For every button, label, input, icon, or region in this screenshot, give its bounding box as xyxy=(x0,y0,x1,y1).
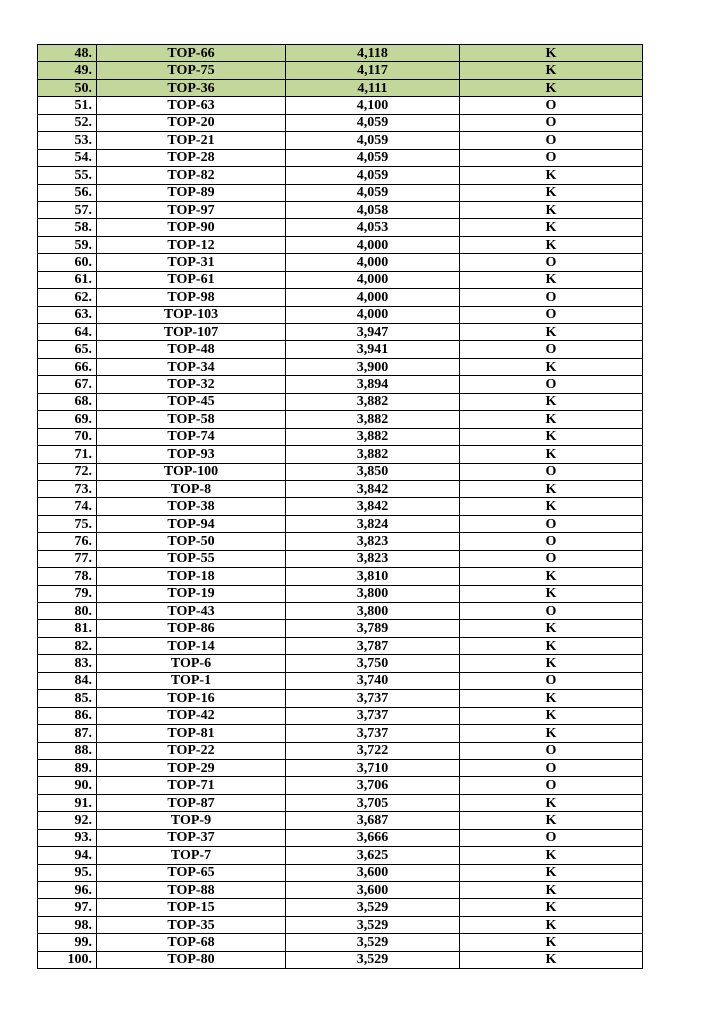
table-row-highlighted xyxy=(38,79,643,96)
code-cell: TOP-80 xyxy=(97,951,286,968)
code-cell: TOP-22 xyxy=(97,742,286,759)
table-row xyxy=(38,916,643,933)
rank-cell: 78. xyxy=(38,568,97,585)
grade-cell: K xyxy=(460,236,643,253)
table-row-highlighted xyxy=(38,62,643,79)
score-cell: 4,059 xyxy=(286,114,460,131)
code-cell: TOP-90 xyxy=(97,219,286,236)
score-cell: 3,666 xyxy=(286,829,460,846)
score-cell: 3,787 xyxy=(286,637,460,654)
rank-cell: 79. xyxy=(38,585,97,602)
code-cell: TOP-45 xyxy=(97,393,286,410)
grade-cell: K xyxy=(460,428,643,445)
rank-cell: 56. xyxy=(38,184,97,201)
rank-cell: 93. xyxy=(38,829,97,846)
grade-cell: K xyxy=(460,411,643,428)
code-cell: TOP-68 xyxy=(97,934,286,951)
rank-cell: 82. xyxy=(38,637,97,654)
code-cell: TOP-35 xyxy=(97,916,286,933)
rank-cell: 87. xyxy=(38,725,97,742)
score-cell: 3,882 xyxy=(286,411,460,428)
code-cell: TOP-12 xyxy=(97,236,286,253)
rank-cell: 51. xyxy=(38,97,97,114)
score-cell: 4,059 xyxy=(286,184,460,201)
score-cell: 3,600 xyxy=(286,864,460,881)
table-row xyxy=(38,219,643,236)
score-cell: 3,823 xyxy=(286,550,460,567)
rank-cell: 65. xyxy=(38,341,97,358)
code-cell: TOP-75 xyxy=(97,62,286,79)
grade-cell: K xyxy=(460,725,643,742)
rank-cell: 83. xyxy=(38,655,97,672)
rank-cell: 90. xyxy=(38,777,97,794)
score-cell: 3,706 xyxy=(286,777,460,794)
table-row xyxy=(38,463,643,480)
grade-cell: O xyxy=(460,672,643,689)
grade-cell: O xyxy=(460,114,643,131)
rank-cell: 80. xyxy=(38,603,97,620)
grade-cell: K xyxy=(460,620,643,637)
code-cell: TOP-42 xyxy=(97,707,286,724)
grade-cell: K xyxy=(460,690,643,707)
grade-cell: K xyxy=(460,480,643,497)
rank-cell: 81. xyxy=(38,620,97,637)
rank-cell: 66. xyxy=(38,358,97,375)
score-cell: 3,900 xyxy=(286,358,460,375)
rank-cell: 95. xyxy=(38,864,97,881)
table-row xyxy=(38,324,643,341)
score-cell: 3,529 xyxy=(286,934,460,951)
score-cell: 3,529 xyxy=(286,916,460,933)
code-cell: TOP-58 xyxy=(97,411,286,428)
table-row xyxy=(38,271,643,288)
table-row xyxy=(38,951,643,968)
table-row xyxy=(38,707,643,724)
table-row xyxy=(38,882,643,899)
grade-cell: O xyxy=(460,341,643,358)
table-row xyxy=(38,934,643,951)
rank-cell: 100. xyxy=(38,951,97,968)
code-cell: TOP-43 xyxy=(97,603,286,620)
grade-cell: K xyxy=(460,812,643,829)
score-cell: 4,000 xyxy=(286,271,460,288)
rank-cell: 98. xyxy=(38,916,97,933)
code-cell: TOP-100 xyxy=(97,463,286,480)
table-row xyxy=(38,114,643,131)
table-row xyxy=(38,899,643,916)
rank-cell: 85. xyxy=(38,690,97,707)
rank-cell: 92. xyxy=(38,812,97,829)
grade-cell: K xyxy=(460,79,643,96)
grade-cell: K xyxy=(460,324,643,341)
code-cell: TOP-71 xyxy=(97,777,286,794)
code-cell: TOP-89 xyxy=(97,184,286,201)
score-cell: 3,941 xyxy=(286,341,460,358)
score-cell: 3,740 xyxy=(286,672,460,689)
code-cell: TOP-34 xyxy=(97,358,286,375)
code-cell: TOP-61 xyxy=(97,271,286,288)
code-cell: TOP-14 xyxy=(97,637,286,654)
code-cell: TOP-55 xyxy=(97,550,286,567)
score-cell: 3,850 xyxy=(286,463,460,480)
code-cell: TOP-1 xyxy=(97,672,286,689)
ranking-table-body xyxy=(38,45,643,969)
grade-cell: O xyxy=(460,829,643,846)
rank-cell: 52. xyxy=(38,114,97,131)
rank-cell: 86. xyxy=(38,707,97,724)
rank-cell: 67. xyxy=(38,376,97,393)
score-cell: 3,823 xyxy=(286,533,460,550)
code-cell: TOP-66 xyxy=(97,45,286,62)
grade-cell: O xyxy=(460,97,643,114)
grade-cell: K xyxy=(460,498,643,515)
table-row xyxy=(38,864,643,881)
grade-cell: K xyxy=(460,864,643,881)
grade-cell: O xyxy=(460,742,643,759)
table-row xyxy=(38,533,643,550)
grade-cell: K xyxy=(460,568,643,585)
rank-cell: 54. xyxy=(38,149,97,166)
score-cell: 3,687 xyxy=(286,812,460,829)
score-cell: 3,529 xyxy=(286,899,460,916)
rank-cell: 74. xyxy=(38,498,97,515)
grade-cell: O xyxy=(460,254,643,271)
table-row xyxy=(38,777,643,794)
grade-cell: O xyxy=(460,149,643,166)
code-cell: TOP-48 xyxy=(97,341,286,358)
rank-cell: 57. xyxy=(38,201,97,218)
table-row xyxy=(38,254,643,271)
rank-cell: 55. xyxy=(38,167,97,184)
score-cell: 3,842 xyxy=(286,480,460,497)
code-cell: TOP-36 xyxy=(97,79,286,96)
code-cell: TOP-82 xyxy=(97,167,286,184)
rank-cell: 61. xyxy=(38,271,97,288)
code-cell: TOP-31 xyxy=(97,254,286,271)
grade-cell: O xyxy=(460,289,643,306)
rank-cell: 72. xyxy=(38,463,97,480)
table-row xyxy=(38,550,643,567)
code-cell: TOP-16 xyxy=(97,690,286,707)
grade-cell: O xyxy=(460,777,643,794)
grade-cell: K xyxy=(460,271,643,288)
score-cell: 4,000 xyxy=(286,289,460,306)
grade-cell: K xyxy=(460,393,643,410)
grade-cell: O xyxy=(460,515,643,532)
code-cell: TOP-74 xyxy=(97,428,286,445)
rank-cell: 91. xyxy=(38,794,97,811)
table-row xyxy=(38,184,643,201)
rank-cell: 53. xyxy=(38,132,97,149)
code-cell: TOP-63 xyxy=(97,97,286,114)
table-row xyxy=(38,132,643,149)
score-cell: 3,810 xyxy=(286,568,460,585)
score-cell: 3,789 xyxy=(286,620,460,637)
score-cell: 3,737 xyxy=(286,690,460,707)
table-row xyxy=(38,411,643,428)
rank-cell: 99. xyxy=(38,934,97,951)
score-cell: 4,058 xyxy=(286,201,460,218)
grade-cell: O xyxy=(460,463,643,480)
table-row xyxy=(38,637,643,654)
grade-cell: O xyxy=(460,132,643,149)
table-row xyxy=(38,149,643,166)
grade-cell: K xyxy=(460,847,643,864)
code-cell: TOP-21 xyxy=(97,132,286,149)
table-row xyxy=(38,655,643,672)
grade-cell: O xyxy=(460,603,643,620)
score-cell: 3,750 xyxy=(286,655,460,672)
score-cell: 4,111 xyxy=(286,79,460,96)
table-row xyxy=(38,201,643,218)
score-cell: 3,824 xyxy=(286,515,460,532)
rank-cell: 96. xyxy=(38,882,97,899)
rank-cell: 64. xyxy=(38,324,97,341)
table-row xyxy=(38,428,643,445)
code-cell: TOP-103 xyxy=(97,306,286,323)
rank-cell: 63. xyxy=(38,306,97,323)
grade-cell: K xyxy=(460,655,643,672)
table-row xyxy=(38,794,643,811)
table-row xyxy=(38,603,643,620)
rank-cell: 84. xyxy=(38,672,97,689)
score-cell: 4,118 xyxy=(286,45,460,62)
table-row xyxy=(38,289,643,306)
table-row xyxy=(38,167,643,184)
table-row xyxy=(38,446,643,463)
rank-cell: 50. xyxy=(38,79,97,96)
grade-cell: K xyxy=(460,882,643,899)
code-cell: TOP-107 xyxy=(97,324,286,341)
code-cell: TOP-32 xyxy=(97,376,286,393)
score-cell: 4,059 xyxy=(286,149,460,166)
score-cell: 4,059 xyxy=(286,132,460,149)
grade-cell: K xyxy=(460,201,643,218)
rank-cell: 69. xyxy=(38,411,97,428)
grade-cell: K xyxy=(460,637,643,654)
rank-cell: 58. xyxy=(38,219,97,236)
table-row xyxy=(38,568,643,585)
code-cell: TOP-9 xyxy=(97,812,286,829)
ranking-table xyxy=(37,44,643,969)
rank-cell: 89. xyxy=(38,759,97,776)
score-cell: 3,722 xyxy=(286,742,460,759)
grade-cell: O xyxy=(460,759,643,776)
rank-cell: 73. xyxy=(38,480,97,497)
code-cell: TOP-37 xyxy=(97,829,286,846)
code-cell: TOP-7 xyxy=(97,847,286,864)
table-row-highlighted xyxy=(38,45,643,62)
code-cell: TOP-81 xyxy=(97,725,286,742)
table-row xyxy=(38,742,643,759)
score-cell: 3,529 xyxy=(286,951,460,968)
table-row xyxy=(38,236,643,253)
score-cell: 3,800 xyxy=(286,585,460,602)
rank-cell: 70. xyxy=(38,428,97,445)
code-cell: TOP-87 xyxy=(97,794,286,811)
table-row xyxy=(38,759,643,776)
table-row xyxy=(38,725,643,742)
grade-cell: O xyxy=(460,533,643,550)
table-row xyxy=(38,498,643,515)
grade-cell: K xyxy=(460,219,643,236)
score-cell: 4,000 xyxy=(286,236,460,253)
score-cell: 3,705 xyxy=(286,794,460,811)
grade-cell: K xyxy=(460,184,643,201)
grade-cell: K xyxy=(460,916,643,933)
grade-cell: K xyxy=(460,62,643,79)
rank-cell: 88. xyxy=(38,742,97,759)
code-cell: TOP-94 xyxy=(97,515,286,532)
score-cell: 4,000 xyxy=(286,306,460,323)
grade-cell: O xyxy=(460,376,643,393)
grade-cell: O xyxy=(460,306,643,323)
score-cell: 4,053 xyxy=(286,219,460,236)
score-cell: 3,737 xyxy=(286,725,460,742)
table-row xyxy=(38,480,643,497)
code-cell: TOP-15 xyxy=(97,899,286,916)
rank-cell: 62. xyxy=(38,289,97,306)
table-row xyxy=(38,672,643,689)
code-cell: TOP-50 xyxy=(97,533,286,550)
score-cell: 3,947 xyxy=(286,324,460,341)
rank-cell: 94. xyxy=(38,847,97,864)
grade-cell: K xyxy=(460,707,643,724)
table-row xyxy=(38,341,643,358)
score-cell: 3,842 xyxy=(286,498,460,515)
score-cell: 3,882 xyxy=(286,446,460,463)
rank-cell: 60. xyxy=(38,254,97,271)
grade-cell: K xyxy=(460,934,643,951)
grade-cell: K xyxy=(460,167,643,184)
code-cell: TOP-20 xyxy=(97,114,286,131)
code-cell: TOP-8 xyxy=(97,480,286,497)
score-cell: 4,059 xyxy=(286,167,460,184)
grade-cell: K xyxy=(460,899,643,916)
rank-cell: 76. xyxy=(38,533,97,550)
code-cell: TOP-29 xyxy=(97,759,286,776)
rank-cell: 48. xyxy=(38,45,97,62)
grade-cell: K xyxy=(460,446,643,463)
score-cell: 4,000 xyxy=(286,254,460,271)
code-cell: TOP-93 xyxy=(97,446,286,463)
code-cell: TOP-88 xyxy=(97,882,286,899)
score-cell: 3,710 xyxy=(286,759,460,776)
code-cell: TOP-38 xyxy=(97,498,286,515)
table-row xyxy=(38,358,643,375)
code-cell: TOP-98 xyxy=(97,289,286,306)
rank-cell: 75. xyxy=(38,515,97,532)
score-cell: 3,882 xyxy=(286,428,460,445)
rank-cell: 68. xyxy=(38,393,97,410)
score-cell: 3,800 xyxy=(286,603,460,620)
score-cell: 4,100 xyxy=(286,97,460,114)
table-row xyxy=(38,620,643,637)
table-row xyxy=(38,376,643,393)
code-cell: TOP-6 xyxy=(97,655,286,672)
rank-cell: 71. xyxy=(38,446,97,463)
table-row xyxy=(38,97,643,114)
table-row xyxy=(38,847,643,864)
table-row xyxy=(38,306,643,323)
grade-cell: K xyxy=(460,45,643,62)
score-cell: 4,117 xyxy=(286,62,460,79)
code-cell: TOP-19 xyxy=(97,585,286,602)
score-cell: 3,625 xyxy=(286,847,460,864)
code-cell: TOP-86 xyxy=(97,620,286,637)
table-row xyxy=(38,585,643,602)
score-cell: 3,882 xyxy=(286,393,460,410)
grade-cell: K xyxy=(460,585,643,602)
table-row xyxy=(38,690,643,707)
table-row xyxy=(38,829,643,846)
grade-cell: O xyxy=(460,550,643,567)
rank-cell: 59. xyxy=(38,236,97,253)
grade-cell: K xyxy=(460,358,643,375)
code-cell: TOP-97 xyxy=(97,201,286,218)
code-cell: TOP-28 xyxy=(97,149,286,166)
rank-cell: 49. xyxy=(38,62,97,79)
grade-cell: K xyxy=(460,794,643,811)
rank-cell: 77. xyxy=(38,550,97,567)
score-cell: 3,894 xyxy=(286,376,460,393)
code-cell: TOP-18 xyxy=(97,568,286,585)
code-cell: TOP-65 xyxy=(97,864,286,881)
score-cell: 3,600 xyxy=(286,882,460,899)
grade-cell: K xyxy=(460,951,643,968)
table-row xyxy=(38,515,643,532)
table-row xyxy=(38,812,643,829)
score-cell: 3,737 xyxy=(286,707,460,724)
rank-cell: 97. xyxy=(38,899,97,916)
table-row xyxy=(38,393,643,410)
